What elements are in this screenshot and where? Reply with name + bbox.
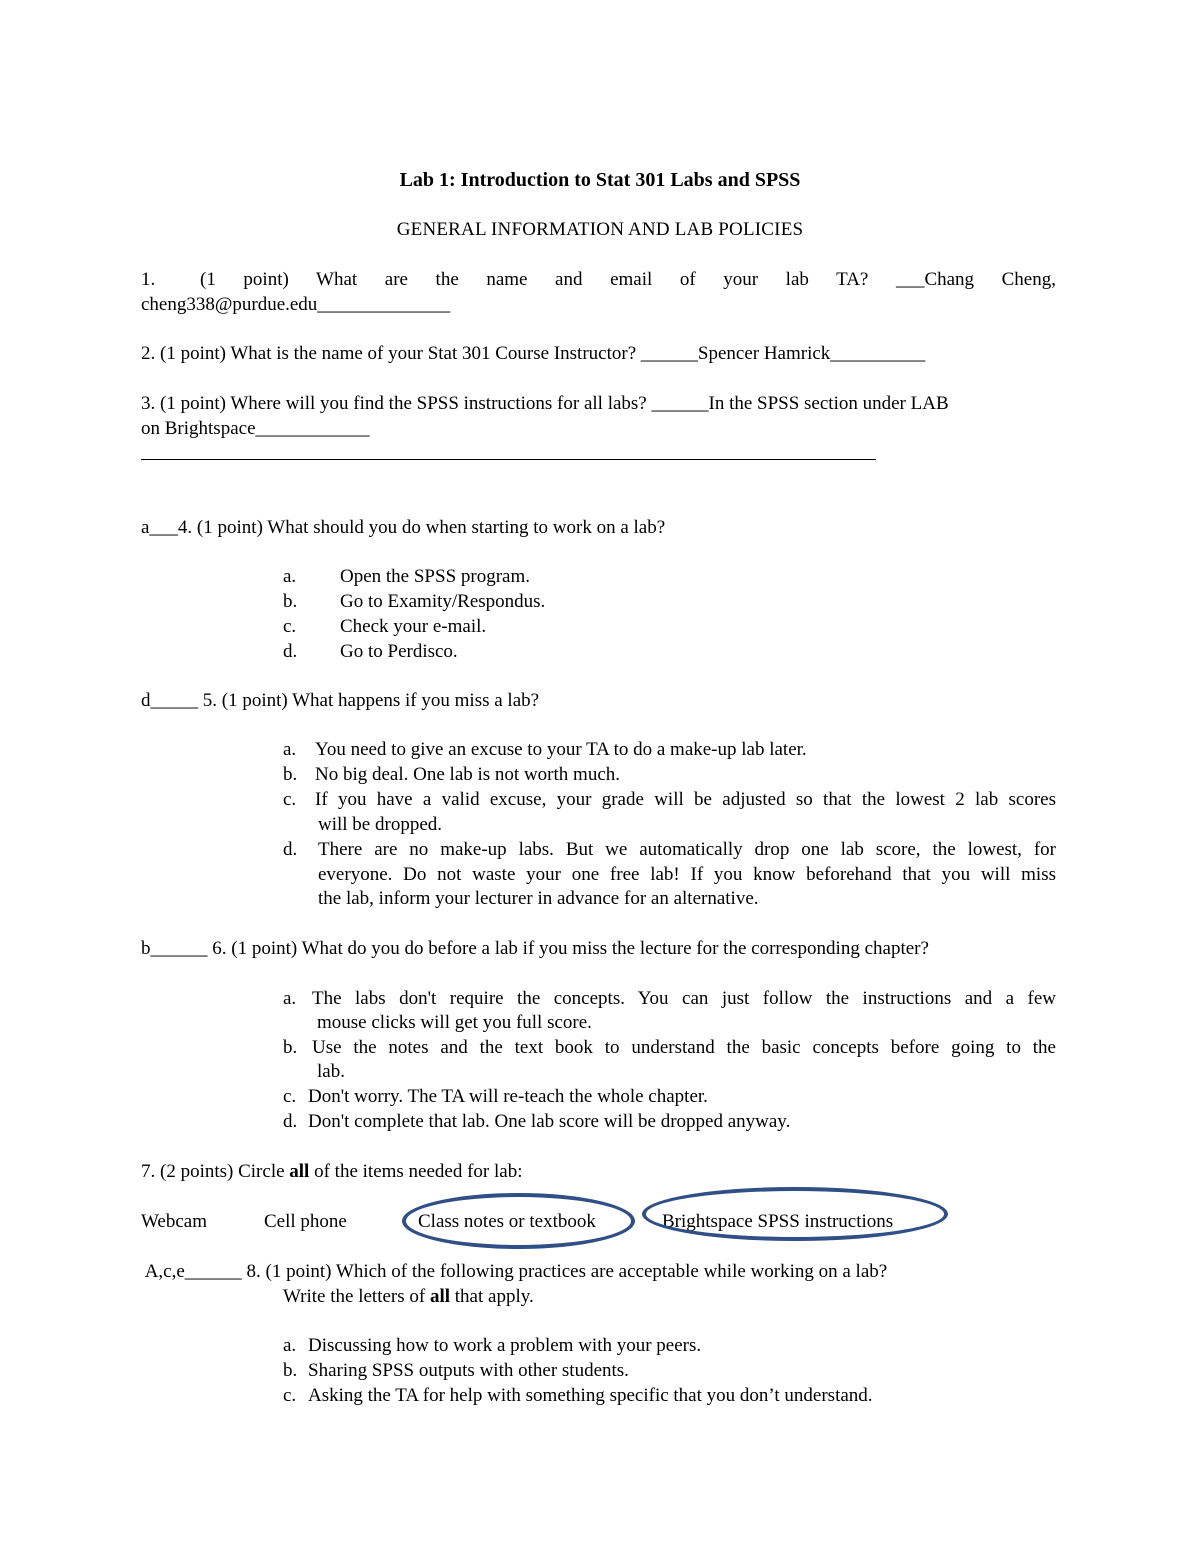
section-heading: GENERAL INFORMATION AND LAB POLICIES (396, 219, 804, 240)
q7-stem-bold: all (289, 1161, 310, 1182)
q1-text: (1 point) What are the name and email of your lab TA? ___Chang Cheng, (200, 270, 1056, 290)
q6-option-b-letter: b. (283, 1037, 298, 1058)
q5-option-d-letter: d. (283, 839, 298, 860)
q5-option-d-line3: the lab, inform your lecturer in advance for an alternative. (318, 888, 759, 909)
q4-stem: a___4. (1 point) What should you do when starting to work on a lab? (141, 517, 666, 538)
q6-option-d: Don't complete that lab. One lab score will be dropped anyway. (308, 1111, 791, 1132)
q5-stem: d_____ 5. (1 point) What happens if you miss a lab? (141, 690, 540, 711)
q8-sub-before: Write the letters of (283, 1286, 430, 1307)
q5-option-c-line2: will be dropped. (318, 814, 443, 835)
q4-option-b: Go to Examity/Respondus. (340, 591, 546, 612)
q8-option-a-letter: a. (283, 1335, 297, 1356)
q4-option-a: Open the SPSS program. (340, 566, 530, 587)
q7-stem-after: of the items needed for lab: (309, 1161, 523, 1182)
q2-text: 2. (1 point) What is the name of your Stat 301 Course Instructor? ______Spencer Hamrick__________ (141, 343, 926, 364)
q7-item-class-notes: Class notes or textbook (418, 1211, 596, 1232)
q8-option-c: Asking the TA for help with something specific that you don’t understand. (308, 1385, 873, 1406)
q4-option-d-letter: d. (283, 641, 298, 662)
q5-option-d-line2: everyone. Do not waste your one free lab! If you know beforehand that you will miss (318, 865, 1056, 885)
q8-option-b-letter: b. (283, 1360, 298, 1381)
q4-option-b-letter: b. (283, 591, 298, 612)
q5-option-c-letter: c. (283, 789, 297, 810)
circle-annotation-brightspace (642, 1187, 948, 1241)
q4-option-d: Go to Perdisco. (340, 641, 458, 662)
q5-option-d-line1: There are no make-up labs. But we automatically drop one lab score, the lowest, for (318, 840, 1056, 860)
q4-option-a-letter: a. (283, 566, 297, 587)
q7-stem-before: 7. (2 points) Circle (141, 1161, 290, 1182)
q4-option-c: Check your e-mail. (340, 616, 487, 637)
q6-option-a-line2: mouse clicks will get you full score. (317, 1012, 592, 1033)
q8-subtext (283, 1287, 534, 1306)
q6-option-d-letter: d. (283, 1111, 298, 1132)
q6-option-c-letter: c. (283, 1086, 297, 1107)
q8-stem: A,c,e______ 8. (1 point) Which of the following practices are acceptable while working on a lab? (141, 1261, 888, 1282)
q8-option-c-letter: c. (283, 1385, 297, 1406)
q3-line1: 3. (1 point) Where will you find the SPSS instructions for all labs? ______In the SPSS section under LAB (141, 393, 949, 414)
q1-number: 1. (141, 269, 156, 290)
answer-underline (141, 459, 876, 460)
q6-stem: b______ 6. (1 point) What do you do before a lab if you miss the lecture for the corresponding chapter? (141, 938, 929, 959)
q6-option-a-line1: The labs don't require the concepts. You can just follow the instructions and a few (312, 989, 1056, 1009)
q6-option-a-letter: a. (283, 988, 297, 1009)
q6-option-b-line1: Use the notes and the text book to understand the basic concepts before going to the (312, 1038, 1056, 1058)
q5-option-b-letter: b. (283, 764, 298, 785)
q5-option-a: You need to give an excuse to your TA to do a make-up lab later. (315, 739, 807, 760)
q8-option-b: Sharing SPSS outputs with other students. (308, 1360, 629, 1381)
q7-item-brightspace: Brightspace SPSS instructions (662, 1211, 894, 1232)
q7-stem (141, 1162, 523, 1181)
q5-option-a-letter: a. (283, 739, 297, 760)
q7-item-webcam: Webcam (141, 1211, 207, 1232)
q8-sub-bold: all (429, 1286, 451, 1307)
document-title: Lab 1: Introduction to Stat 301 Labs and SPSS (399, 169, 801, 191)
q1-answer-line: cheng338@purdue.edu______________ (141, 294, 451, 315)
q6-option-b-line2: lab. (317, 1061, 345, 1082)
q5-option-b: No big deal. One lab is not worth much. (315, 764, 621, 785)
circle-annotation-class-notes (402, 1193, 635, 1249)
q7-item-cell-phone: Cell phone (264, 1211, 347, 1232)
q3-line2: on Brightspace____________ (141, 418, 370, 439)
q8-sub-after: that apply. (450, 1286, 534, 1307)
q8-option-a: Discussing how to work a problem with your peers. (308, 1335, 702, 1356)
q4-option-c-letter: c. (283, 616, 297, 637)
q5-option-c-line1: If you have a valid excuse, your grade will be adjusted so that the lowest 2 lab scores (315, 790, 1056, 810)
q6-option-c: Don't worry. The TA will re-teach the whole chapter. (308, 1086, 708, 1107)
